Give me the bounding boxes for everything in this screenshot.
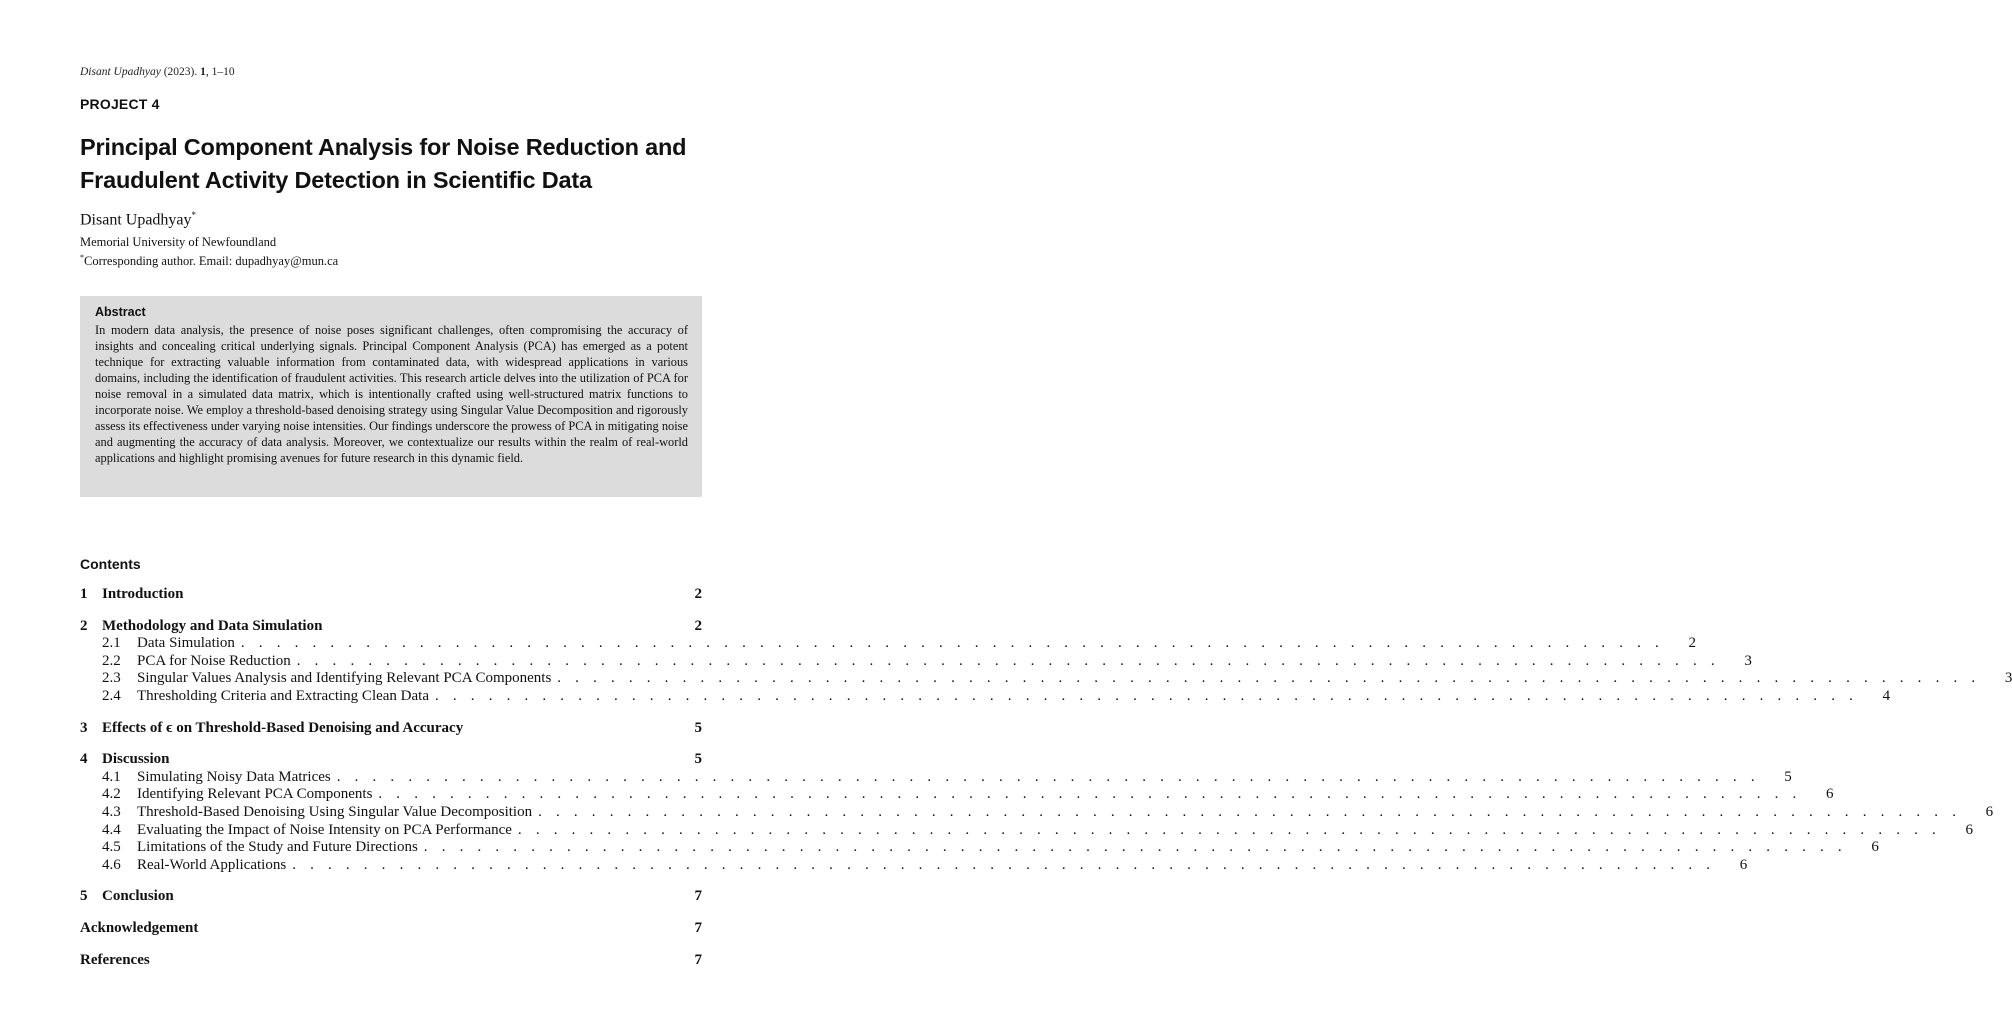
toc-entry[interactable] — [80, 888, 702, 906]
toc-subentry-page: 2 — [1688, 635, 1696, 652]
toc-subentry-number: 4.3 — [102, 803, 121, 820]
toc-entry-number: 5 — [80, 888, 88, 905]
toc-entry-page: 5 — [694, 751, 702, 768]
toc-subentry[interactable] — [80, 652, 1752, 671]
toc-leader-dots: . . . . . . . . . . . . . . . . . . . . . . . . . . . . . . . . . . . . . . . . . . . . . . . . . . . . . . . . . . . . . . . . . . . . . . . . . . . . . . . . — [336, 768, 1760, 785]
toc-subentry-page: 6 — [1825, 786, 1834, 803]
paper-title: Principal Component Analysis for Noise Reduction and Fraudulent Activity Detection in Scientific Data — [80, 134, 687, 193]
author-name: Disant Upadhyay — [80, 211, 192, 229]
abstract-box — [80, 296, 702, 497]
toc-subentry-page: 6 — [1985, 803, 1994, 820]
toc-subentry-page: 6 — [1965, 821, 1973, 838]
toc-entry-title: Methodology and Data Simulation — [102, 617, 323, 634]
toc-subentry-title: Thresholding Criteria and Extracting Clean Data — [137, 687, 429, 704]
toc-leader-dots: . . . . . . . . . . . . . . . . . . . . . . . . . . . . . . . . . . . . . . . . . . . . . . . . . . . . . . . . . . . . . . . . . . . . . . . . . . . . . . . . — [423, 839, 1847, 856]
toc-entry-page: 7 — [694, 951, 702, 968]
corresponding-mark: * — [80, 253, 84, 262]
toc-entry[interactable] — [80, 618, 702, 636]
toc-entry-number: 1 — [80, 586, 88, 602]
toc-entry-title: Introduction — [102, 586, 184, 602]
toc-subentry-number: 2.3 — [102, 670, 121, 687]
toc-leader-dots: . . . . . . . . . . . . . . . . . . . . . . . . . . . . . . . . . . . . . . . . . . . . . . . . . . . . . . . . . . . . . . . . . . . . . . . . . . . . . . . . — [296, 652, 1720, 669]
running-head-volume: 1 — [200, 66, 206, 78]
toc-subentry[interactable] — [80, 786, 1834, 804]
toc-subentry-page: 6 — [1871, 839, 1879, 856]
toc-entry-number: 4 — [80, 751, 88, 768]
affiliation-block — [80, 235, 338, 269]
toc-subentry[interactable] — [80, 687, 1891, 706]
toc-leader-dots: . . . . . . . . . . . . . . . . . . . . . . . . . . . . . . . . . . . . . . . . . . . . . . . . . . . . . . . . . . . . . . . . . . . . . . . . . . . . . . . . — [292, 856, 1716, 873]
toc-subentry-number: 4.4 — [102, 821, 121, 838]
corresponding-text: Corresponding author. Email: dupadhyay@mun.ca — [84, 254, 339, 269]
toc-entry-page: 7 — [694, 888, 702, 905]
toc-leader-dots: . . . . . . . . . . . . . . . . . . . . . . . . . . . . . . . . . . . . . . . . . . . . . . . . . . . . . . . . . . . . . . . . . . . . . . . . . . . . . . . . — [517, 821, 1941, 838]
toc-entry-title: Acknowledgement — [80, 919, 199, 936]
toc-leader-dots: . . . . . . . . . . . . . . . . . . . . . . . . . . . . . . . . . . . . . . . . . . . . . . . . . . . . . . . . . . . . . . . . . . . . . . . . . . . . . . . . — [538, 803, 1962, 820]
toc-subentry-page: 5 — [1784, 768, 1792, 785]
toc-subentry-title: Identifying Relevant PCA Components — [137, 786, 373, 803]
toc-entry-page: 2 — [694, 617, 702, 634]
toc-entry-page: 7 — [694, 919, 702, 936]
affiliation: Memorial University of Newfoundland — [80, 235, 277, 249]
toc-subentry-number: 4.5 — [102, 839, 121, 856]
toc-subentry-title: Singular Values Analysis and Identifying Relevant PCA Components — [137, 670, 552, 687]
toc-subentry-page: 3 — [1744, 652, 1752, 669]
toc-subentry-number: 4.1 — [102, 768, 121, 785]
toc-entry-page: 5 — [694, 719, 702, 736]
toc-entry-title: References — [80, 951, 150, 968]
running-head-pages: , 1–10 — [205, 66, 235, 78]
toc-entry-title: Discussion — [102, 751, 170, 768]
toc-leader-dots: . . . . . . . . . . . . . . . . . . . . . . . . . . . . . . . . . . . . . . . . . . . . . . . . . . . . . . . . . . . . . . . . . . . . . . . . . . . . . . . . — [557, 670, 1981, 687]
toc-subentry-number: 4.2 — [102, 786, 121, 803]
toc-subentry-page: 3 — [2004, 670, 2012, 687]
toc-subentry-number: 4.6 — [102, 856, 121, 873]
author-line — [80, 210, 196, 229]
contents-heading: Contents — [80, 556, 141, 572]
toc-entry[interactable] — [80, 720, 702, 738]
toc-subentry-page: 6 — [1739, 856, 1748, 873]
running-head-year: (2023). — [163, 66, 198, 78]
toc-entry[interactable] — [80, 586, 702, 604]
toc-entry[interactable] — [80, 751, 702, 769]
toc-leader-dots: . . . . . . . . . . . . . . . . . . . . . . . . . . . . . . . . . . . . . . . . . . . . . . . . . . . . . . . . . . . . . . . . . . . . . . . . . . . . . . . . — [240, 635, 1664, 652]
toc-entry-number: 2 — [80, 617, 88, 634]
toc-subentry-title: Limitations of the Study and Future Directions — [137, 839, 418, 856]
toc-subentry-number: 2.2 — [102, 652, 121, 669]
toc-subentry-title: Simulating Noisy Data Matrices — [137, 768, 331, 785]
toc-subentry-title: Real-World Applications — [137, 856, 287, 873]
toc-subentry-title: Threshold-Based Denoising Using Singular Value Decomposition — [137, 803, 533, 820]
project-label: PROJECT 4 — [80, 96, 160, 112]
toc-entry[interactable] — [80, 920, 702, 938]
toc-subentry-number: 2.1 — [102, 635, 121, 652]
table-of-contents — [80, 586, 2012, 969]
abstract-heading: Abstract — [95, 305, 146, 319]
toc-subentry-title: Data Simulation — [137, 635, 235, 652]
author-mark: * — [191, 210, 197, 220]
toc-subentry[interactable] — [80, 635, 1696, 653]
toc-leader-dots: . . . . . . . . . . . . . . . . . . . . . . . . . . . . . . . . . . . . . . . . . . . . . . . . . . . . . . . . . . . . . . . . . . . . . . . . . . . . . . . . — [435, 687, 1859, 704]
running-head — [80, 66, 235, 78]
corresponding-author — [80, 250, 338, 269]
toc-leader-dots: . . . . . . . . . . . . . . . . . . . . . . . . . . . . . . . . . . . . . . . . . . . . . . . . . . . . . . . . . . . . . . . . . . . . . . . . . . . . . . . . — [378, 786, 1802, 803]
toc-entry-number: 3 — [80, 719, 88, 736]
toc-subentry[interactable] — [80, 768, 1792, 787]
toc-entry-page: 2 — [694, 586, 702, 602]
toc-entry[interactable] — [80, 952, 702, 970]
toc-subentry[interactable] — [80, 803, 1994, 822]
toc-subentry[interactable] — [80, 839, 1879, 857]
toc-subentry-title: PCA for Noise Reduction — [137, 652, 291, 669]
toc-entry-title: Conclusion — [102, 888, 174, 905]
toc-subentry[interactable] — [80, 856, 1748, 875]
toc-subentry-page: 4 — [1882, 687, 1891, 704]
running-head-author: Disant Upadhyay — [80, 66, 161, 78]
toc-subentry[interactable] — [80, 670, 2012, 688]
toc-subentry-number: 2.4 — [102, 687, 121, 704]
toc-subentry-title: Evaluating the Impact of Noise Intensity on PCA Performance — [137, 821, 512, 838]
toc-subentry[interactable] — [80, 821, 1973, 840]
abstract-text: In modern data analysis, the presence of noise poses significant challenges, often compromising the accuracy of insights and concealing critical underlying signals. Principal Component Analysis (PCA) has emerged as a potent technique for extracting valuable information from contaminated data, with widespread applications in various domains, including the identification of fraudulent activities. This research article delves into the utilization of PCA for noise removal in a simulated data matrix, which is intentionally crafted using well-structured matrix functions to incorporate noise. We employ a threshold-based denoising strategy using Singular Value Decomposition and rigorously assess its effectiveness under varying noise intensities. Our findings underscore the prowess of PCA in mitigating noise and augmenting the accuracy of data analysis. Moreover, we contextualize our results within the realm of real-world applications and highlight promising avenues for future research in this dynamic field. — [95, 323, 688, 465]
toc-entry-title: Effects of ϵ on Threshold-Based Denoising and Accuracy — [102, 719, 464, 736]
